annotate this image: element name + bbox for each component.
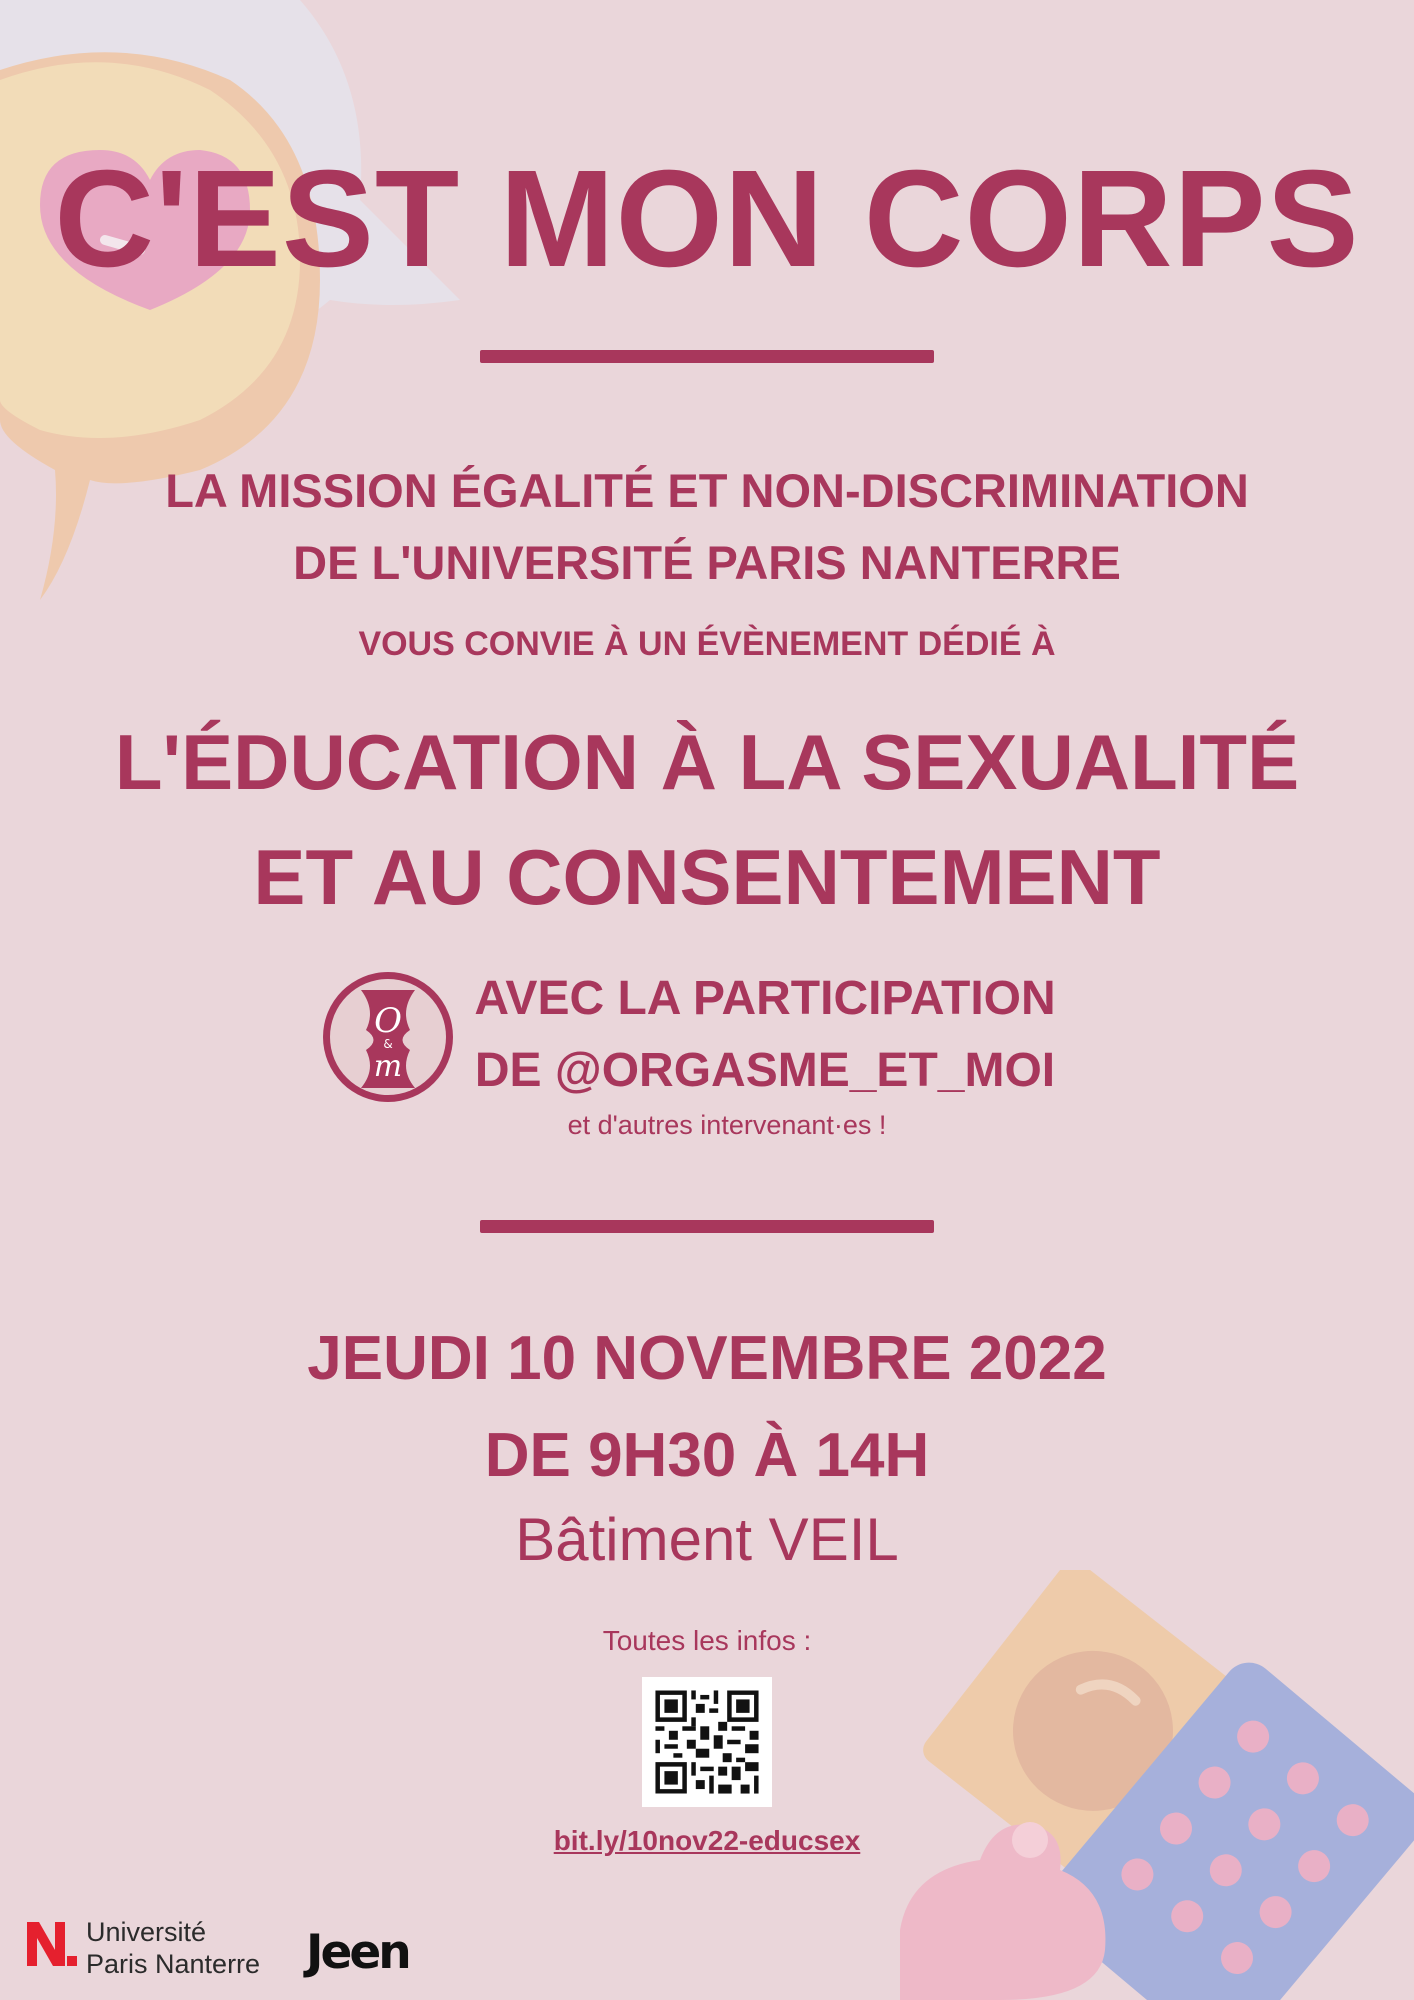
mission-line-1: LA MISSION ÉGALITÉ ET NON-DISCRIMINATION (165, 464, 1249, 517)
event-date-time (0, 1310, 1414, 1504)
universite-paris-nanterre-logo-icon (25, 1916, 81, 1972)
infos-label: Toutes les infos : (602, 1625, 812, 1656)
participation-line-1: AVEC LA PARTICIPATION (474, 972, 1056, 1025)
mission-line-2: DE L'UNIVERSITÉ PARIS NANTERRE (293, 536, 1121, 589)
logo-letter-o: O (374, 1001, 402, 1041)
logo-letter-amp: & (383, 1037, 393, 1051)
logo-letter-m: m (373, 1049, 403, 1084)
invite-text: VOUS CONVIE À UN ÉVÈNEMENT DÉDIÉ À (358, 625, 1056, 663)
orgasme-et-moi-logo (321, 970, 455, 1104)
event-time: DE 9H30 À 14H (484, 1421, 930, 1490)
university-line-1: Université (86, 1917, 207, 1947)
university-line-2: Paris Nanterre (86, 1949, 261, 1979)
top-divider (480, 350, 934, 363)
university-name (86, 1916, 260, 1980)
event-venue: Bâtiment VEIL (515, 1506, 899, 1573)
jeen-logo: Jeen (306, 1925, 409, 1980)
event-theme (0, 705, 1414, 935)
theme-line-2: ET AU CONSENTEMENT (253, 833, 1161, 921)
poster-title: C'EST MON CORPS (54, 142, 1360, 296)
qr-code[interactable] (642, 1677, 772, 1807)
middle-divider (480, 1220, 934, 1233)
qr-code-icon (642, 1677, 772, 1807)
participation-text (455, 963, 1075, 1107)
mission-heading (0, 455, 1414, 599)
event-date: JEUDI 10 NOVEMBRE 2022 (307, 1324, 1107, 1393)
other-speakers-text: et d'autres intervenant·es ! (567, 1110, 887, 1140)
participation-line-2: DE @ORGASME_ET_MOI (474, 1044, 1056, 1097)
theme-line-1: L'ÉDUCATION À LA SEXUALITÉ (114, 718, 1300, 806)
info-link[interactable]: bit.ly/10nov22-educsex (553, 1825, 861, 1856)
